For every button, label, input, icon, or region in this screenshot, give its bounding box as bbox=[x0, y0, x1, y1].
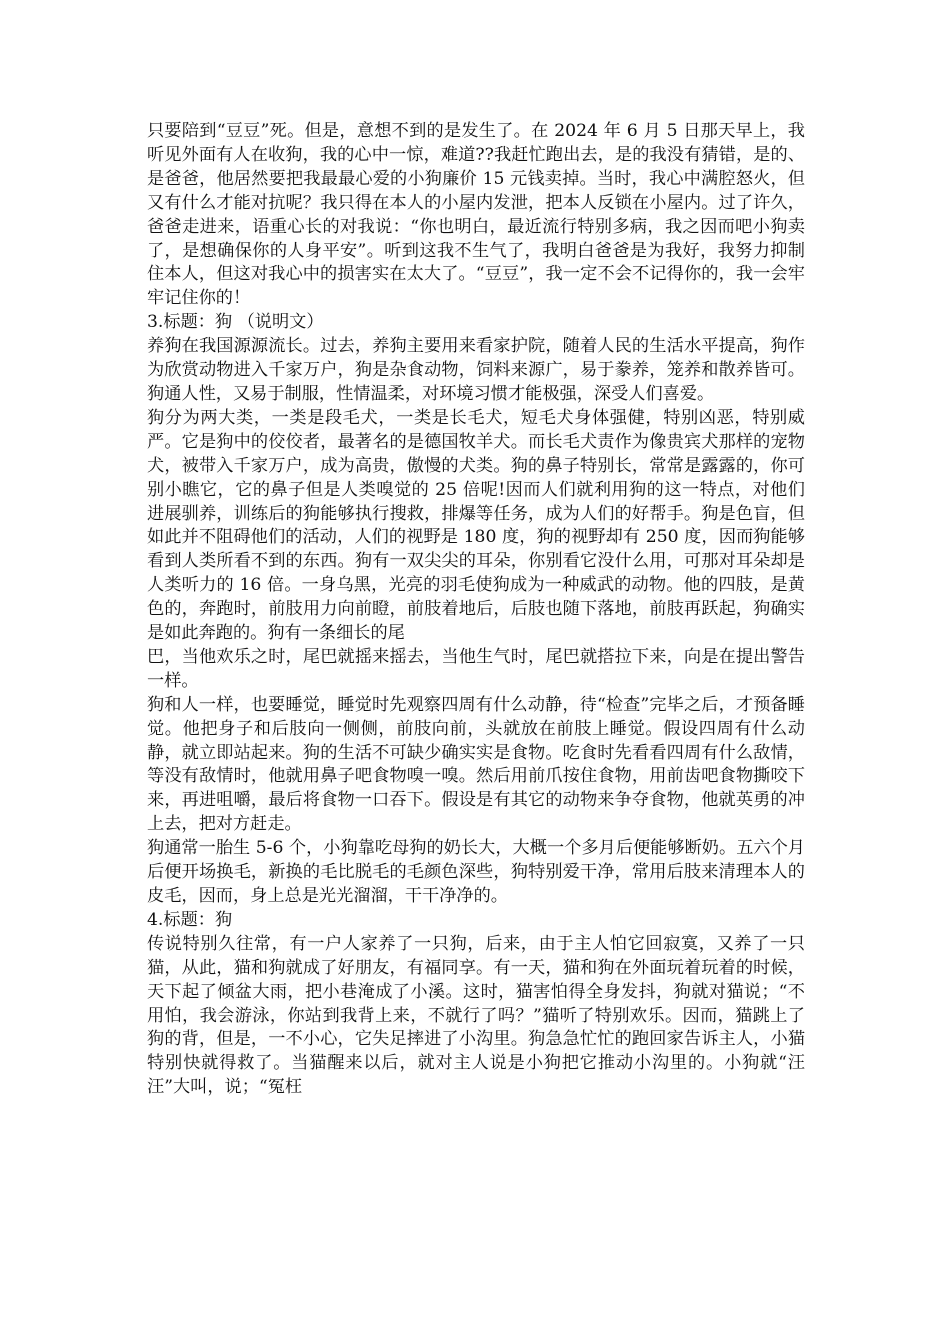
paragraph-dog-sleep-eat: 狗和人一样，也要睡觉，睡觉时先观察四周有什么动静，待“检查”完毕之后，才预备睡觉。他把身子和后肢向一侧侧，前肢向前，头就放在前肢上睡觉。假设四周有什么动静，就立即站起来。狗的生活不可缺少确实实是食物。吃食时先看看四周有什么敌情，等没有敌情时，他就用鼻子吧食物嗅一嗅。然后用前爪按住食物，用前齿吧食物撕咬下来，再进咀嚼，最后将食物一口吞下。假设是有其它的动物来争夺食物，他就英勇的冲上去，把对方赶走。 bbox=[147, 694, 805, 835]
paragraph-story-ending: 只要陪到“豆豆”死。但是，意想不到的是发生了。在 2024 年 6 月 5 日那天早上，我听见外面有人在收狗，我的心中一惊，难道??我赶忙跑出去，是的我没有猜错，是的、是爸爸，他居然要把我最最心爱的小狗廉价 15 元钱卖掉。当时，我心中满腔怒火，但又有什么才能对抗呢？我只得在本人的小屋内发泄，把本人反锁在小屋内。过了许久，爸爸走进来，语重心长的对我说：“你也明白，最近流行特别多病，我之因而吧小狗卖了，是想确保你的人身平安”。听到这我不生气了，我明白爸爸是为我好，我努力抑制住本人，但这对我心中的损害实在太大了。“豆豆”，我一定不会不记得你的，我一会牢牢记住你的！ bbox=[147, 121, 805, 309]
heading-essay-3: 3.标题：狗 （说明文） bbox=[147, 312, 324, 333]
heading-essay-4: 4.标题：狗 bbox=[147, 909, 233, 930]
paragraph-cat-dog-story: 传说特别久往常，有一户人家养了一只狗，后来，由于主人怕它回寂寞，又养了一只猫，从此，猫和狗就成了好朋友，有福同享。有一天，猫和狗在外面玩着玩着的时候，天下起了倾盆大雨，把小巷淹成了小溪。这时，猫害怕得全身发抖，狗就对猫说；“不用怕，我会游泳，你站到我背上来，不就行了吗？”猫听了特别欢乐。因而，猫跳上了狗的背，但是，一不小心，它失足摔进了小沟里。狗急急忙忙的跑回家告诉主人，小猫特别快就得救了。当猫醒来以后，就对主人说是小狗把它推动小沟里的。小狗就“汪汪”大叫，说；“冤枉 bbox=[147, 933, 805, 1098]
paragraph-dog-puppies: 狗通常一胎生 5-6 个，小狗靠吃母狗的奶长大，大概一个多月后便能够断奶。五六个月后便开场换毛，新换的毛比脱毛的毛颜色深些，狗特别爱干净，常用后肢来清理本人的皮毛，因而，身上总是光光溜溜，干干净净的。 bbox=[147, 838, 805, 906]
paragraph-dog-tail: 巴，当他欢乐之时，尾巴就摇来摇去，当他生气时，尾巴就搭拉下来，向是在提出警告一样。 bbox=[147, 646, 805, 691]
paragraph-dog-intro: 养狗在我国源源流长。过去，养狗主要用来看家护院，随着人民的生活水平提高，狗作为欣赏动物进入千家万户，狗是杂食动物，饲料来源广，易于豢养，笼养和散养皆可。狗通人性，又易于制服，性情温柔，对环境习惯才能极强，深受人们喜爱。 bbox=[147, 336, 805, 404]
paragraph-dog-types: 狗分为两大类，一类是段毛犬，一类是长毛犬，短毛犬身体强健，特别凶恶，特别威严。它是狗中的佼佼者，最著名的是德国牧羊犬。而长毛犬责作为像贵宾犬那样的宠物犬，被带入千家万户，成为高贵，傲慢的犬类。狗的鼻子特别长，常常是露露的，你可别小瞧它，它的鼻子但是人类嗅觉的 25 倍呢!因而人们就利用狗的这一特点，对他们进展驯养，训练后的狗能够执行搜救，排爆等任务，成为人们的好帮手。狗是色盲，但如此并不阻碍他们的活动，人们的视野是 180 度，狗的视野却有 250 度，因而狗能够看到人类所看不到的东西。狗有一双尖尖的耳朵，你别看它没什么用，可那对耳朵却是人类听力的 16 倍。一身乌黑，光亮的羽毛使狗成为一种威武的动物。他的四肢，是黄色的，奔跑时，前肢用力向前瞪，前肢着地后，后肢也随下落地，前肢再跃起，狗确实是如此奔跑的。狗有一条细长的尾 bbox=[147, 407, 805, 644]
document-page bbox=[147, 120, 805, 1100]
